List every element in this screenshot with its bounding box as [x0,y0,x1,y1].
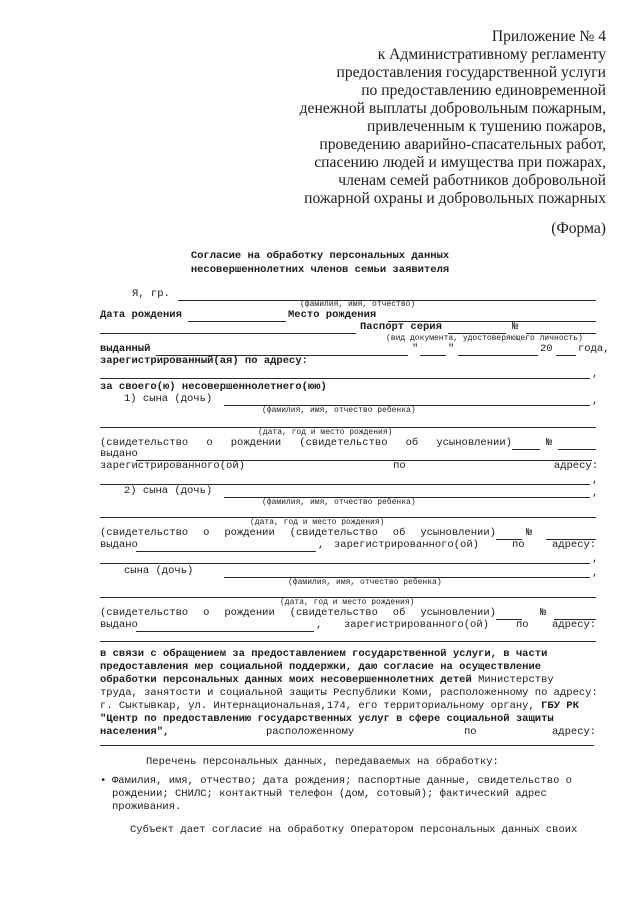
header-line: по предоставлению единовременной [361,82,606,99]
issue-month-line[interactable] [458,355,538,356]
consent-line-6: "Центр по предоставлению государственных услуг в сфере социальной защиты [100,713,554,725]
registered-label: зарегистрированного(ой) [344,619,489,631]
header-line: спасению людей и имущества при пожарах, [314,154,606,171]
comma: , [316,619,323,631]
consent-line-3: обработки персональных данных моих несовершеннолетних детей Министерству [100,674,554,686]
header-line: денежной выплаты добровольным пожарным, [299,100,606,117]
birth-date-label: Дата рождения [100,309,182,321]
minors-heading: за своего(ю) несовершеннолетнего(юю) [100,381,327,393]
issued-label: выдано [100,448,138,460]
birth-place-line-2[interactable] [100,333,356,334]
number-sign: № [540,607,547,619]
birth-place-label: Место рождения [288,309,377,321]
comma: , [592,487,599,499]
po-label: по [512,539,525,551]
consent-line-7a: населения", [100,726,170,738]
data-list-item-line1: Фамилия, имя, отчество; дата рождения; паспортные данные, свидетельство о [112,775,572,787]
po-label: по [464,726,477,738]
subject-consent-line: Субъект дает согласие на обработку Оператором персональных данных своих [130,824,578,836]
header-line: пожарной охраны и добровольных пожарных [304,190,606,207]
header-line: предоставления государственной услуги [336,64,606,81]
comma: , [592,553,599,565]
number-sign: № [546,437,553,449]
birth-certificate-label: (свидетельство о рождении (свидетельство об усыновлении) [100,527,496,539]
year-prefix: 20 [540,343,553,355]
child-fio-caption: (фамилия, имя, отчество ребенка) [262,406,416,415]
document-title-line1: Согласие на обработку персональных данных [190,250,450,262]
child1-cert-series-line[interactable] [512,449,540,450]
issued-label: выдано [100,619,138,631]
registered-label: зарегистрированного(ой) [334,539,479,551]
header-line: к Административному регламенту [377,46,606,63]
date-place-caption: (дата, год и место рождения) [280,598,415,607]
child2-issued-line[interactable] [136,551,316,552]
document-title-line2: несовершеннолетних членов семьи заявителя [190,264,450,276]
quote-close: " [448,343,455,355]
data-list-heading: Перечень персональных данных, передаваемых на обработку: [146,756,499,768]
consent-line-5: г. Сыктывкар, ул. Интернациональная,174, его территориальному органу, ГБУ РК [100,700,579,712]
child-fio-caption: (фамилия, имя, отчество ребенка) [262,498,416,507]
issue-year-line[interactable] [556,355,576,356]
child1-label: 1) сына (дочь) [124,393,213,405]
child1-registered-label: зарегистрированного(ой) по адресу: [100,460,598,472]
comma: , [318,539,325,551]
data-list-item-line3: проживания. [112,801,182,813]
child2-address-line[interactable] [100,563,590,564]
consent-line-2: предоставления мер социальной поддержки, даю согласие на осуществление [100,661,542,673]
data-list-item-line2: рождении; СНИЛС; контактный телефон (дом, сотовый); фактический адрес [112,788,547,800]
header-line: членам семей работников добровольной [338,172,606,189]
child-fio-caption: (фамилия, имя, отчество ребенка) [288,578,442,587]
year-suffix: года, [578,343,610,355]
issue-day-line[interactable] [420,355,446,356]
child2-label: 2) сына (дочь) [124,485,213,497]
birth-certificate-label: (свидетельство о рождении (свидетельство об усыновлении) [100,607,496,619]
comma: , [592,567,599,579]
consent-line-4: труда, занятости и социальной защиты Республики Коми, расположенному по адресу: [100,687,598,699]
birth-date-line[interactable] [188,321,286,322]
passport-label: Паспорт серия [360,321,442,333]
comma: , [592,474,599,486]
address-label: адресу: [552,619,597,631]
bullet: • [100,775,107,787]
applicant-address-line[interactable] [100,378,590,379]
comma: , [592,395,599,407]
registered-label: зарегистрированный(ая) по адресу: [100,355,308,367]
header-line: Приложение № 4 [491,28,606,45]
child1-cert-number-line[interactable] [558,449,596,450]
date-place-caption: (дата, год и место рождения) [250,518,385,527]
quote-open: " [412,343,419,355]
issued-label: выданный [100,343,151,355]
number-sign: № [526,527,533,539]
fio-caption: (фамилия, имя, отчество) [300,300,416,309]
comma: , [592,368,599,380]
address-label: адресу: [552,539,597,551]
date-place-caption: (дата, год и место рождения) [258,428,393,437]
form-label: (Форма) [551,220,606,237]
header-line: проведению аварийно-спасательных работ, [319,136,606,153]
child3-label: сына (дочь) [124,565,194,577]
header-line: привлеченным к тушению пожаров, [366,118,606,135]
birth-certificate-label: (свидетельство о рождении (свидетельство об усыновлении) [100,437,512,449]
consent-line-1: в связи с обращением за предоставлением государственной услуги, в части [100,648,548,660]
child3-address-line[interactable] [100,641,596,642]
address-label: адресу: [552,726,597,738]
number-sign: № [512,321,519,333]
i-citizen-label: Я, гр. [132,288,170,300]
doc-caption: (вид документа, удостоверяющего личность) [386,334,583,343]
po-label: по [516,619,529,631]
child3-issued-line[interactable] [136,631,314,632]
operator-address-line[interactable] [100,745,594,746]
consent-line-7b: расположенному [266,726,355,738]
issued-label: выдано [100,539,138,551]
